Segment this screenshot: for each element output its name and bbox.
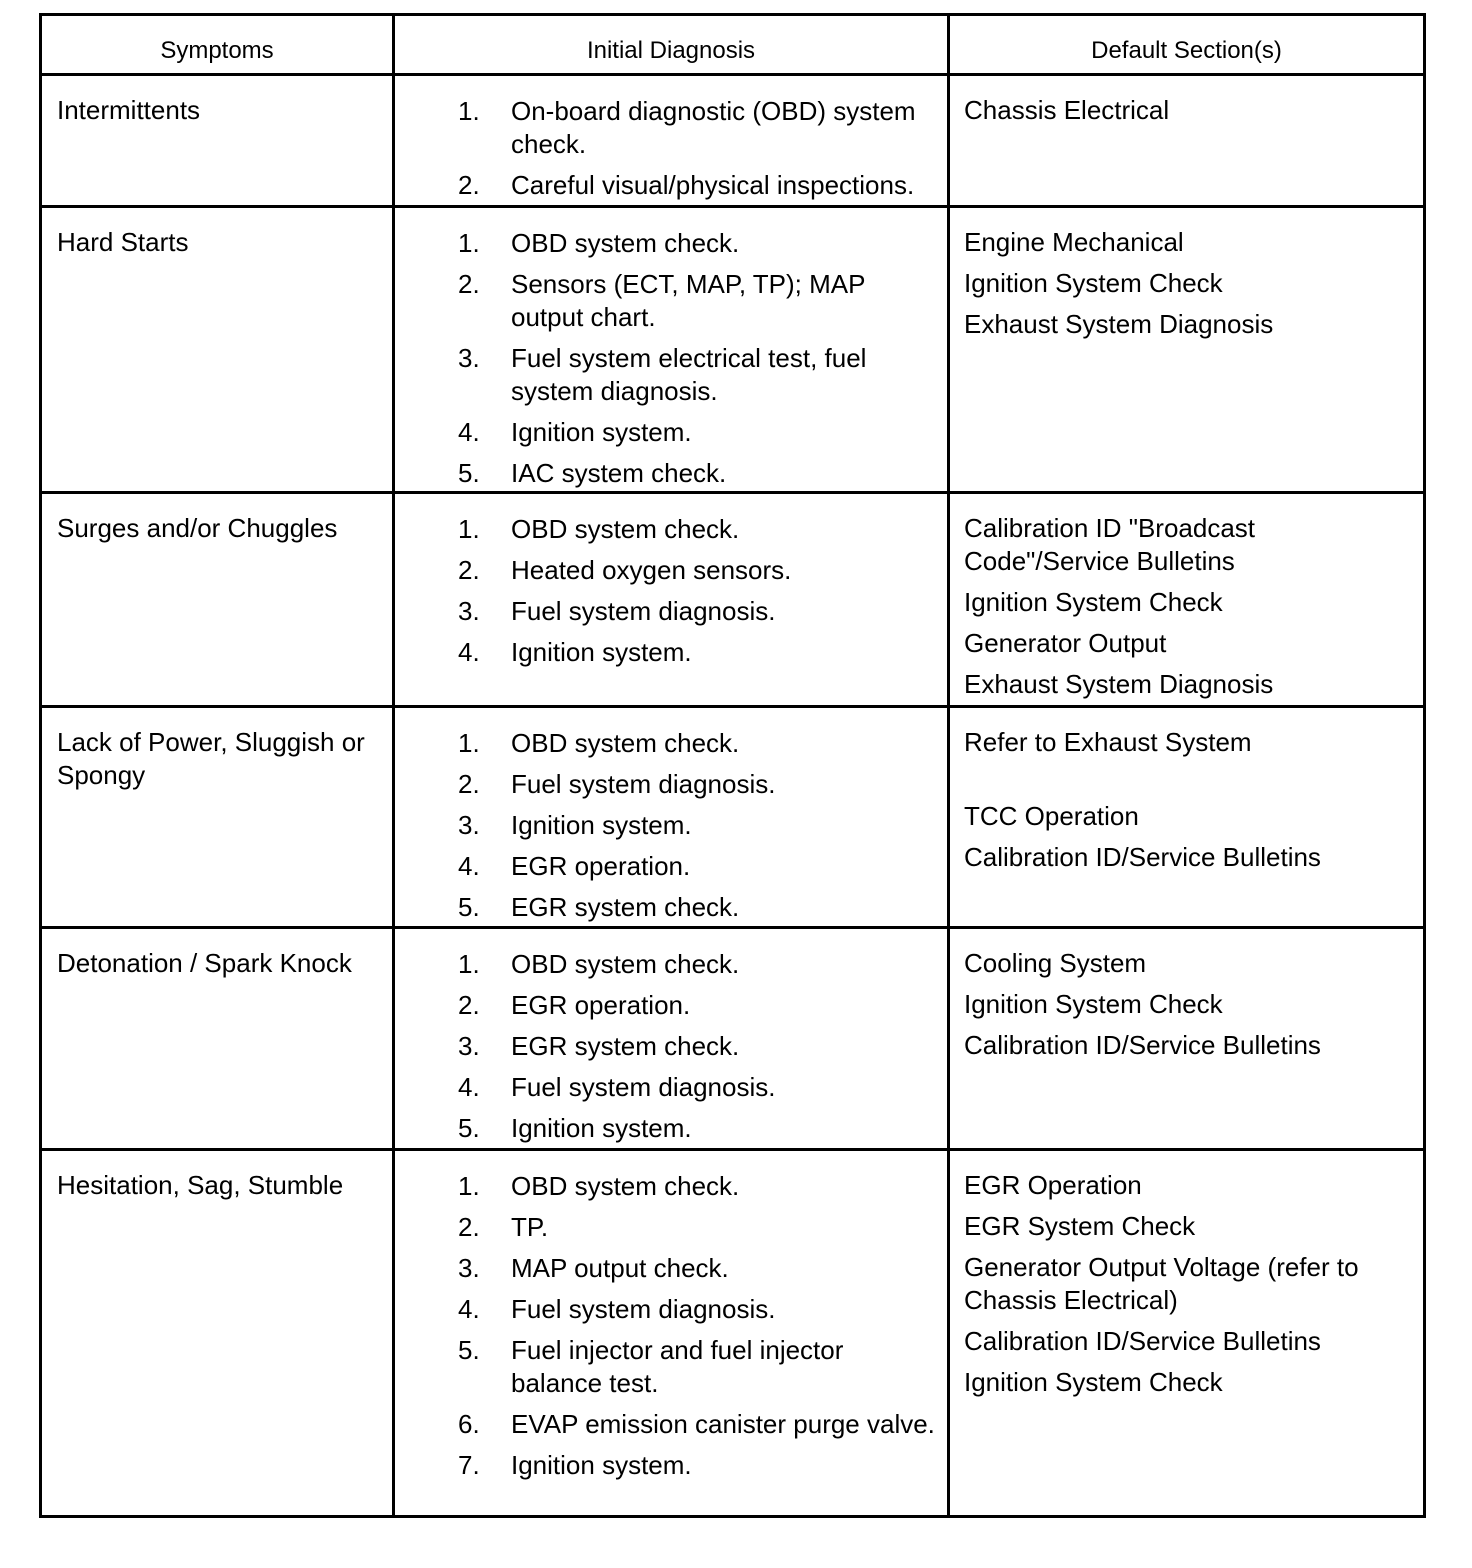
diagnosis-item-number: 1. — [458, 949, 480, 979]
diagnosis-item — [458, 1449, 937, 1482]
diagnosis-item-text: OBD system check. — [511, 728, 740, 758]
diagnosis-item — [458, 989, 937, 1022]
diagnosis-item-text: EGR operation. — [511, 990, 691, 1020]
diagnosis-item — [458, 268, 937, 334]
symptom-cell: Hesitation, Sag, Stumble — [57, 1170, 344, 1200]
diagnosis-item-number: 5. — [458, 892, 480, 922]
diagnosis-item-text: Ignition system. — [511, 1450, 692, 1480]
header-initial-diagnosis: Initial Diagnosis — [392, 16, 947, 73]
diagnosis-item-number: 2. — [458, 170, 480, 200]
diagnosis-item — [458, 513, 937, 546]
diagnosis-item-number: 3. — [458, 1253, 480, 1283]
diagnosis-item-number: 5. — [458, 1335, 480, 1365]
diagnosis-item-number: 2. — [458, 269, 480, 299]
diagnosis-item — [458, 1334, 937, 1400]
diagnosis-item — [458, 1408, 937, 1441]
diagnosis-item-text: EVAP emission canister purge valve. — [511, 1409, 935, 1439]
default-section: Ignition System Check — [964, 989, 1223, 1019]
diagnosis-item — [458, 1211, 937, 1244]
symptom-cell: Hard Starts — [57, 227, 189, 257]
diagnosis-item — [458, 595, 937, 628]
diagnosis-item-text: Ignition system. — [511, 1113, 692, 1143]
diagnosis-item — [458, 227, 937, 260]
diagnosis-item — [458, 416, 937, 449]
diagnosis-item-number: 4. — [458, 637, 480, 667]
diagnosis-item — [458, 554, 937, 587]
header-symptoms: Symptoms — [160, 37, 274, 64]
diagnosis-item-text: Fuel system diagnosis. — [511, 1072, 776, 1102]
header-row — [42, 16, 1423, 73]
diagnosis-item — [458, 1170, 937, 1203]
default-section: Calibration ID/Service Bulletins — [964, 1326, 1321, 1356]
diagnosis-item-text: Ignition system. — [511, 810, 692, 840]
diagnosis-item-number: 2. — [458, 555, 480, 585]
table-row — [42, 929, 1423, 1148]
diagnosis-item-text: TP. — [511, 1212, 549, 1242]
diagnosis-item-text: Ignition system. — [511, 417, 692, 447]
default-section: Generator Output Voltage (refer to Chassis Electrical) — [964, 1252, 1359, 1315]
diagnosis-item-text: Fuel system diagnosis. — [511, 769, 776, 799]
diagnosis-item-number: 4. — [458, 851, 480, 881]
diagnosis-item-number: 3. — [458, 596, 480, 626]
diagnosis-item — [458, 1252, 937, 1285]
default-sections-cell — [947, 208, 1423, 491]
diagnosis-item-text: EGR system check. — [511, 892, 740, 922]
diagnosis-item — [458, 1293, 937, 1326]
diagnosis-item-number: 1. — [458, 514, 480, 544]
diagnosis-cell — [392, 494, 947, 705]
diagnosis-table — [39, 13, 1426, 1518]
diagnosis-item — [458, 457, 937, 490]
table-row — [42, 1151, 1423, 1515]
default-section: Generator Output — [964, 628, 1167, 658]
default-section: Calibration ID "Broadcast Code"/Service Bulletins — [964, 513, 1256, 576]
header-default-sections: Default Section(s) — [947, 16, 1423, 73]
diagnosis-item-number: 4. — [458, 1294, 480, 1324]
diagnosis-item — [458, 342, 937, 408]
table-row — [42, 708, 1423, 926]
diagnosis-item — [458, 809, 937, 842]
diagnosis-item-number: 5. — [458, 458, 480, 488]
diagnosis-cell — [392, 76, 947, 205]
table-row — [42, 208, 1423, 491]
diagnosis-cell — [392, 929, 947, 1148]
symptom-cell: Lack of Power, Sluggish or Spongy — [57, 727, 365, 790]
default-section: Ignition System Check — [964, 587, 1223, 617]
diagnosis-item-text: On-board diagnostic (OBD) system check. — [511, 96, 916, 159]
diagnosis-item-text: Fuel injector and fuel injector balance test. — [511, 1335, 844, 1398]
diagnosis-cell — [392, 1151, 947, 1515]
default-section: Engine Mechanical — [964, 227, 1184, 257]
symptom-cell: Intermittents — [57, 95, 201, 125]
default-sections-cell — [947, 1151, 1423, 1515]
default-section: Calibration ID/Service Bulletins — [964, 1030, 1321, 1060]
diagnosis-item-text: Heated oxygen sensors. — [511, 555, 792, 585]
default-section: Cooling System — [964, 948, 1147, 978]
diagnosis-item — [458, 1112, 937, 1145]
default-section: Calibration ID/Service Bulletins — [964, 842, 1321, 872]
diagnosis-item — [458, 850, 937, 883]
diagnosis-item-text: MAP output check. — [511, 1253, 729, 1283]
diagnosis-item-text: OBD system check. — [511, 514, 740, 544]
diagnosis-item-text: Careful visual/physical inspections. — [511, 170, 915, 200]
diagnosis-item-number: 1. — [458, 96, 480, 126]
diagnosis-cell — [392, 208, 947, 491]
diagnosis-item-text: EGR operation. — [511, 851, 691, 881]
default-sections-cell — [947, 76, 1423, 205]
diagnosis-item — [458, 948, 937, 981]
default-section: Refer to Exhaust System — [964, 727, 1252, 757]
default-section: Exhaust System Diagnosis — [964, 669, 1274, 699]
diagnosis-item — [458, 636, 937, 669]
default-section: Exhaust System Diagnosis — [964, 309, 1274, 339]
diagnosis-item — [458, 727, 937, 760]
table-row — [42, 76, 1423, 205]
diagnosis-item-text: Fuel system diagnosis. — [511, 596, 776, 626]
diagnosis-item-number: 7. — [458, 1450, 480, 1480]
default-section: EGR System Check — [964, 1211, 1196, 1241]
default-section: Ignition System Check — [964, 268, 1223, 298]
diagnosis-item-text: OBD system check. — [511, 949, 740, 979]
diagnosis-item-text: OBD system check. — [511, 1171, 740, 1201]
diagnosis-item-number: 2. — [458, 769, 480, 799]
section-spacer — [964, 767, 1409, 800]
diagnosis-item — [458, 1030, 937, 1063]
diagnosis-item-text: IAC system check. — [511, 458, 727, 488]
default-section: TCC Operation — [964, 801, 1139, 831]
diagnosis-item — [458, 95, 937, 161]
table-row — [42, 494, 1423, 705]
default-sections-cell — [947, 929, 1423, 1148]
diagnosis-item-number: 4. — [458, 1072, 480, 1102]
diagnosis-item-text: Fuel system diagnosis. — [511, 1294, 776, 1324]
default-sections-cell — [947, 494, 1423, 705]
diagnosis-item-text: EGR system check. — [511, 1031, 740, 1061]
default-sections-cell — [947, 708, 1423, 926]
symptom-cell: Surges and/or Chuggles — [57, 513, 338, 543]
default-section: Chassis Electrical — [964, 95, 1170, 125]
diagnosis-item-text: Ignition system. — [511, 637, 692, 667]
default-section: EGR Operation — [964, 1170, 1142, 1200]
diagnosis-item — [458, 768, 937, 801]
default-section: Ignition System Check — [964, 1367, 1223, 1397]
diagnosis-item-number: 1. — [458, 728, 480, 758]
diagnosis-item-number: 1. — [458, 1171, 480, 1201]
diagnosis-item-text: Sensors (ECT, MAP, TP); MAP output chart. — [511, 269, 865, 332]
diagnosis-item-number: 2. — [458, 990, 480, 1020]
diagnosis-item — [458, 891, 937, 924]
diagnosis-item-number: 3. — [458, 810, 480, 840]
diagnosis-item-text: OBD system check. — [511, 228, 740, 258]
diagnosis-item-number: 3. — [458, 343, 480, 373]
diagnosis-item — [458, 169, 937, 202]
diagnosis-item-number: 5. — [458, 1113, 480, 1143]
diagnosis-cell — [392, 708, 947, 926]
diagnosis-item — [458, 1071, 937, 1104]
diagnosis-item-text: Fuel system electrical test, fuel system diagnosis. — [511, 343, 867, 406]
diagnosis-item-number: 3. — [458, 1031, 480, 1061]
symptom-cell: Detonation / Spark Knock — [57, 948, 352, 978]
diagnosis-item-number: 4. — [458, 417, 480, 447]
diagnosis-item-number: 2. — [458, 1212, 480, 1242]
diagnosis-item-number: 6. — [458, 1409, 480, 1439]
diagnosis-item-number: 1. — [458, 228, 480, 258]
